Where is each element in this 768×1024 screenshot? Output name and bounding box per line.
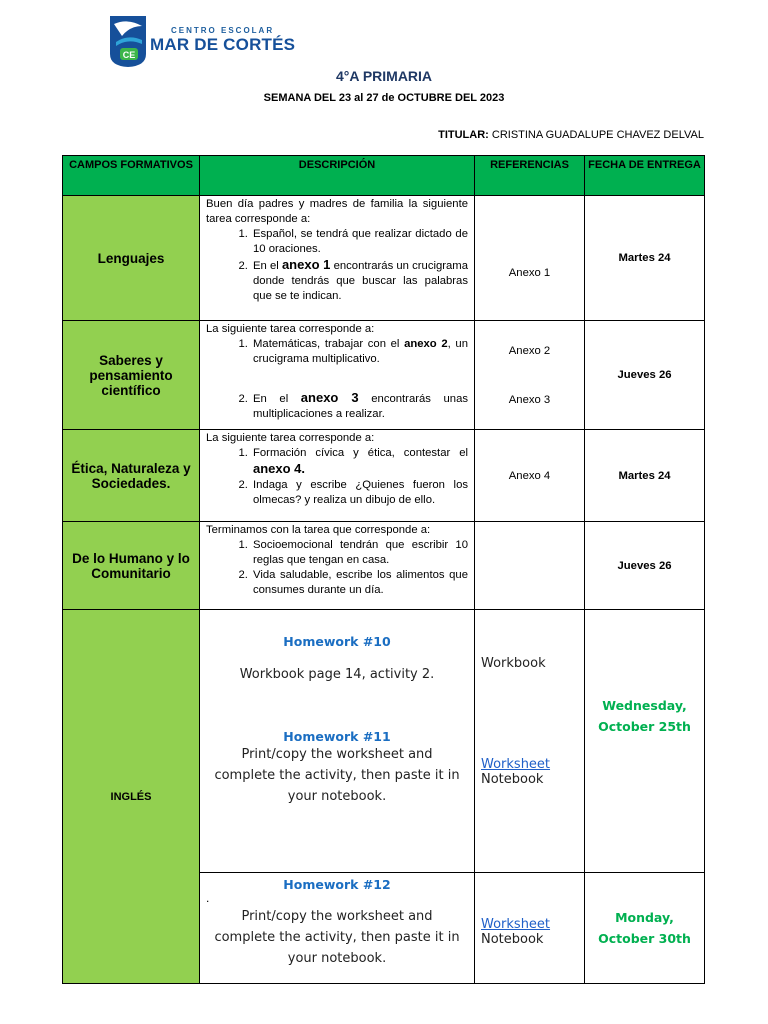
homework-table [62,155,705,984]
ref-humano-empty [475,522,585,610]
titular-line [438,129,704,141]
desc-item: 1. Matemáticas, trabajar con el anexo 2, un crucigrama multiplicativo. [251,337,468,367]
date-ingles-2 [585,873,705,984]
col-header-fecha: FECHA DE ENTREGA [585,156,705,196]
hw12-text: Print/copy the worksheet and complete the activity, then paste it in your notebook. [214,909,460,966]
date-ingles-1 [585,610,705,873]
field-saberes: Saberes y pensamiento científico [63,321,200,430]
col-header-referencias: REFERENCIAS [475,156,585,196]
desc-item: 2. En el anexo 1 encontrarás un crucigrama donde tendrás que buscar las palabras que se te indican. [251,257,468,304]
worksheet-link[interactable]: Worksheet [481,757,551,772]
date1-line1: Wednesday, [602,698,687,713]
table-row [63,610,705,873]
desc-etica [200,430,475,522]
desc-saberes [200,321,475,430]
ref-lenguajes: Anexo 1 [475,196,585,321]
table-header-row [63,156,705,196]
page-title: 4°A PRIMARIA [335,68,433,84]
week-subtitle: SEMANA DEL 23 al 27 de OCTUBRE DEL 2023 [263,92,505,104]
hw11-text: Print/copy the worksheet and complete the activity, then paste it in your notebook. [214,747,460,804]
date-etica: Martes 24 [585,430,705,522]
desc-item: 2. En el anexo 3 encontrarás unas multiplicaciones a realizar. [251,390,468,422]
desc-item: 1. Socioemocional tendrán que escribir 10 reglas que tengan en casa. [251,538,468,568]
date-saberes: Jueves 26 [585,321,705,430]
table-row [63,196,705,321]
ref-notebook: Notebook [481,772,544,787]
desc-intro: La siguiente tarea corresponde a: [206,323,375,335]
desc-intro: Buen día padres y madres de familia la siguiente tarea corresponde a: [206,198,468,225]
table-row [63,522,705,610]
desc-intro: Terminamos con la tarea que corresponde a: [206,524,431,536]
ref-anexo-3: Anexo 3 [508,393,551,406]
date2-line2: October 30th [598,931,691,946]
date-humano: Jueves 26 [585,522,705,610]
ref-ingles-2 [475,873,585,984]
field-ingles: INGLÉS [63,610,200,984]
school-name: MAR DE CORTÉS [150,35,296,54]
hw12-dot: . [206,891,210,905]
hw12-title: Homework #12 [283,877,391,892]
field-etica: Ética, Naturaleza y Sociedades. [63,430,200,522]
col-header-campos: CAMPOS FORMATIVOS [63,156,200,196]
ref-saberes [475,321,585,430]
date2-line1: Monday, [615,910,674,925]
desc-ingles-1 [200,610,475,873]
ref-workbook: Workbook [481,656,546,671]
table-row [63,321,705,430]
desc-item: 2. Vida saludable, escribe los alimentos que consumes durante un día. [251,568,468,598]
desc-humano [200,522,475,610]
date-lenguajes: Martes 24 [585,196,705,321]
titular-label: TITULAR: [438,129,489,141]
ref-notebook-2: Notebook [481,932,544,947]
table-row [63,430,705,522]
ref-etica: Anexo 4 [475,430,585,522]
field-lenguajes: Lenguajes [63,196,200,321]
ref-ingles-1 [475,610,585,873]
desc-item: 2. Indaga y escribe ¿Quienes fueron los olmecas? y realiza un dibujo de ello. [251,478,468,508]
desc-item: 1. Formación cívica y ética, contestar el anexo 4. [251,446,468,478]
field-humano: De lo Humano y lo Comunitario [63,522,200,610]
desc-item: 1. Español, se tendrá que realizar dictado de 10 oraciones. [251,227,468,257]
hw10-text: Workbook page 14, activity 2. [239,667,435,682]
date1-line2: October 25th [598,719,691,734]
hw10-title: Homework #10 [283,634,391,649]
ref-anexo-2: Anexo 2 [508,344,551,357]
titular-name: CRISTINA GUADALUPE CHAVEZ DELVAL [491,129,704,141]
logo-letters: CE [122,50,136,60]
desc-intro: La siguiente tarea corresponde a: [206,432,375,444]
desc-lenguajes [200,196,475,321]
desc-ingles-2 [200,873,475,984]
worksheet-link-2[interactable]: Worksheet [481,917,551,932]
school-top-text: CENTRO ESCOLAR [171,26,275,35]
hw11-title: Homework #11 [283,729,391,744]
col-header-descripcion: DESCRIPCIÓN [200,156,475,196]
